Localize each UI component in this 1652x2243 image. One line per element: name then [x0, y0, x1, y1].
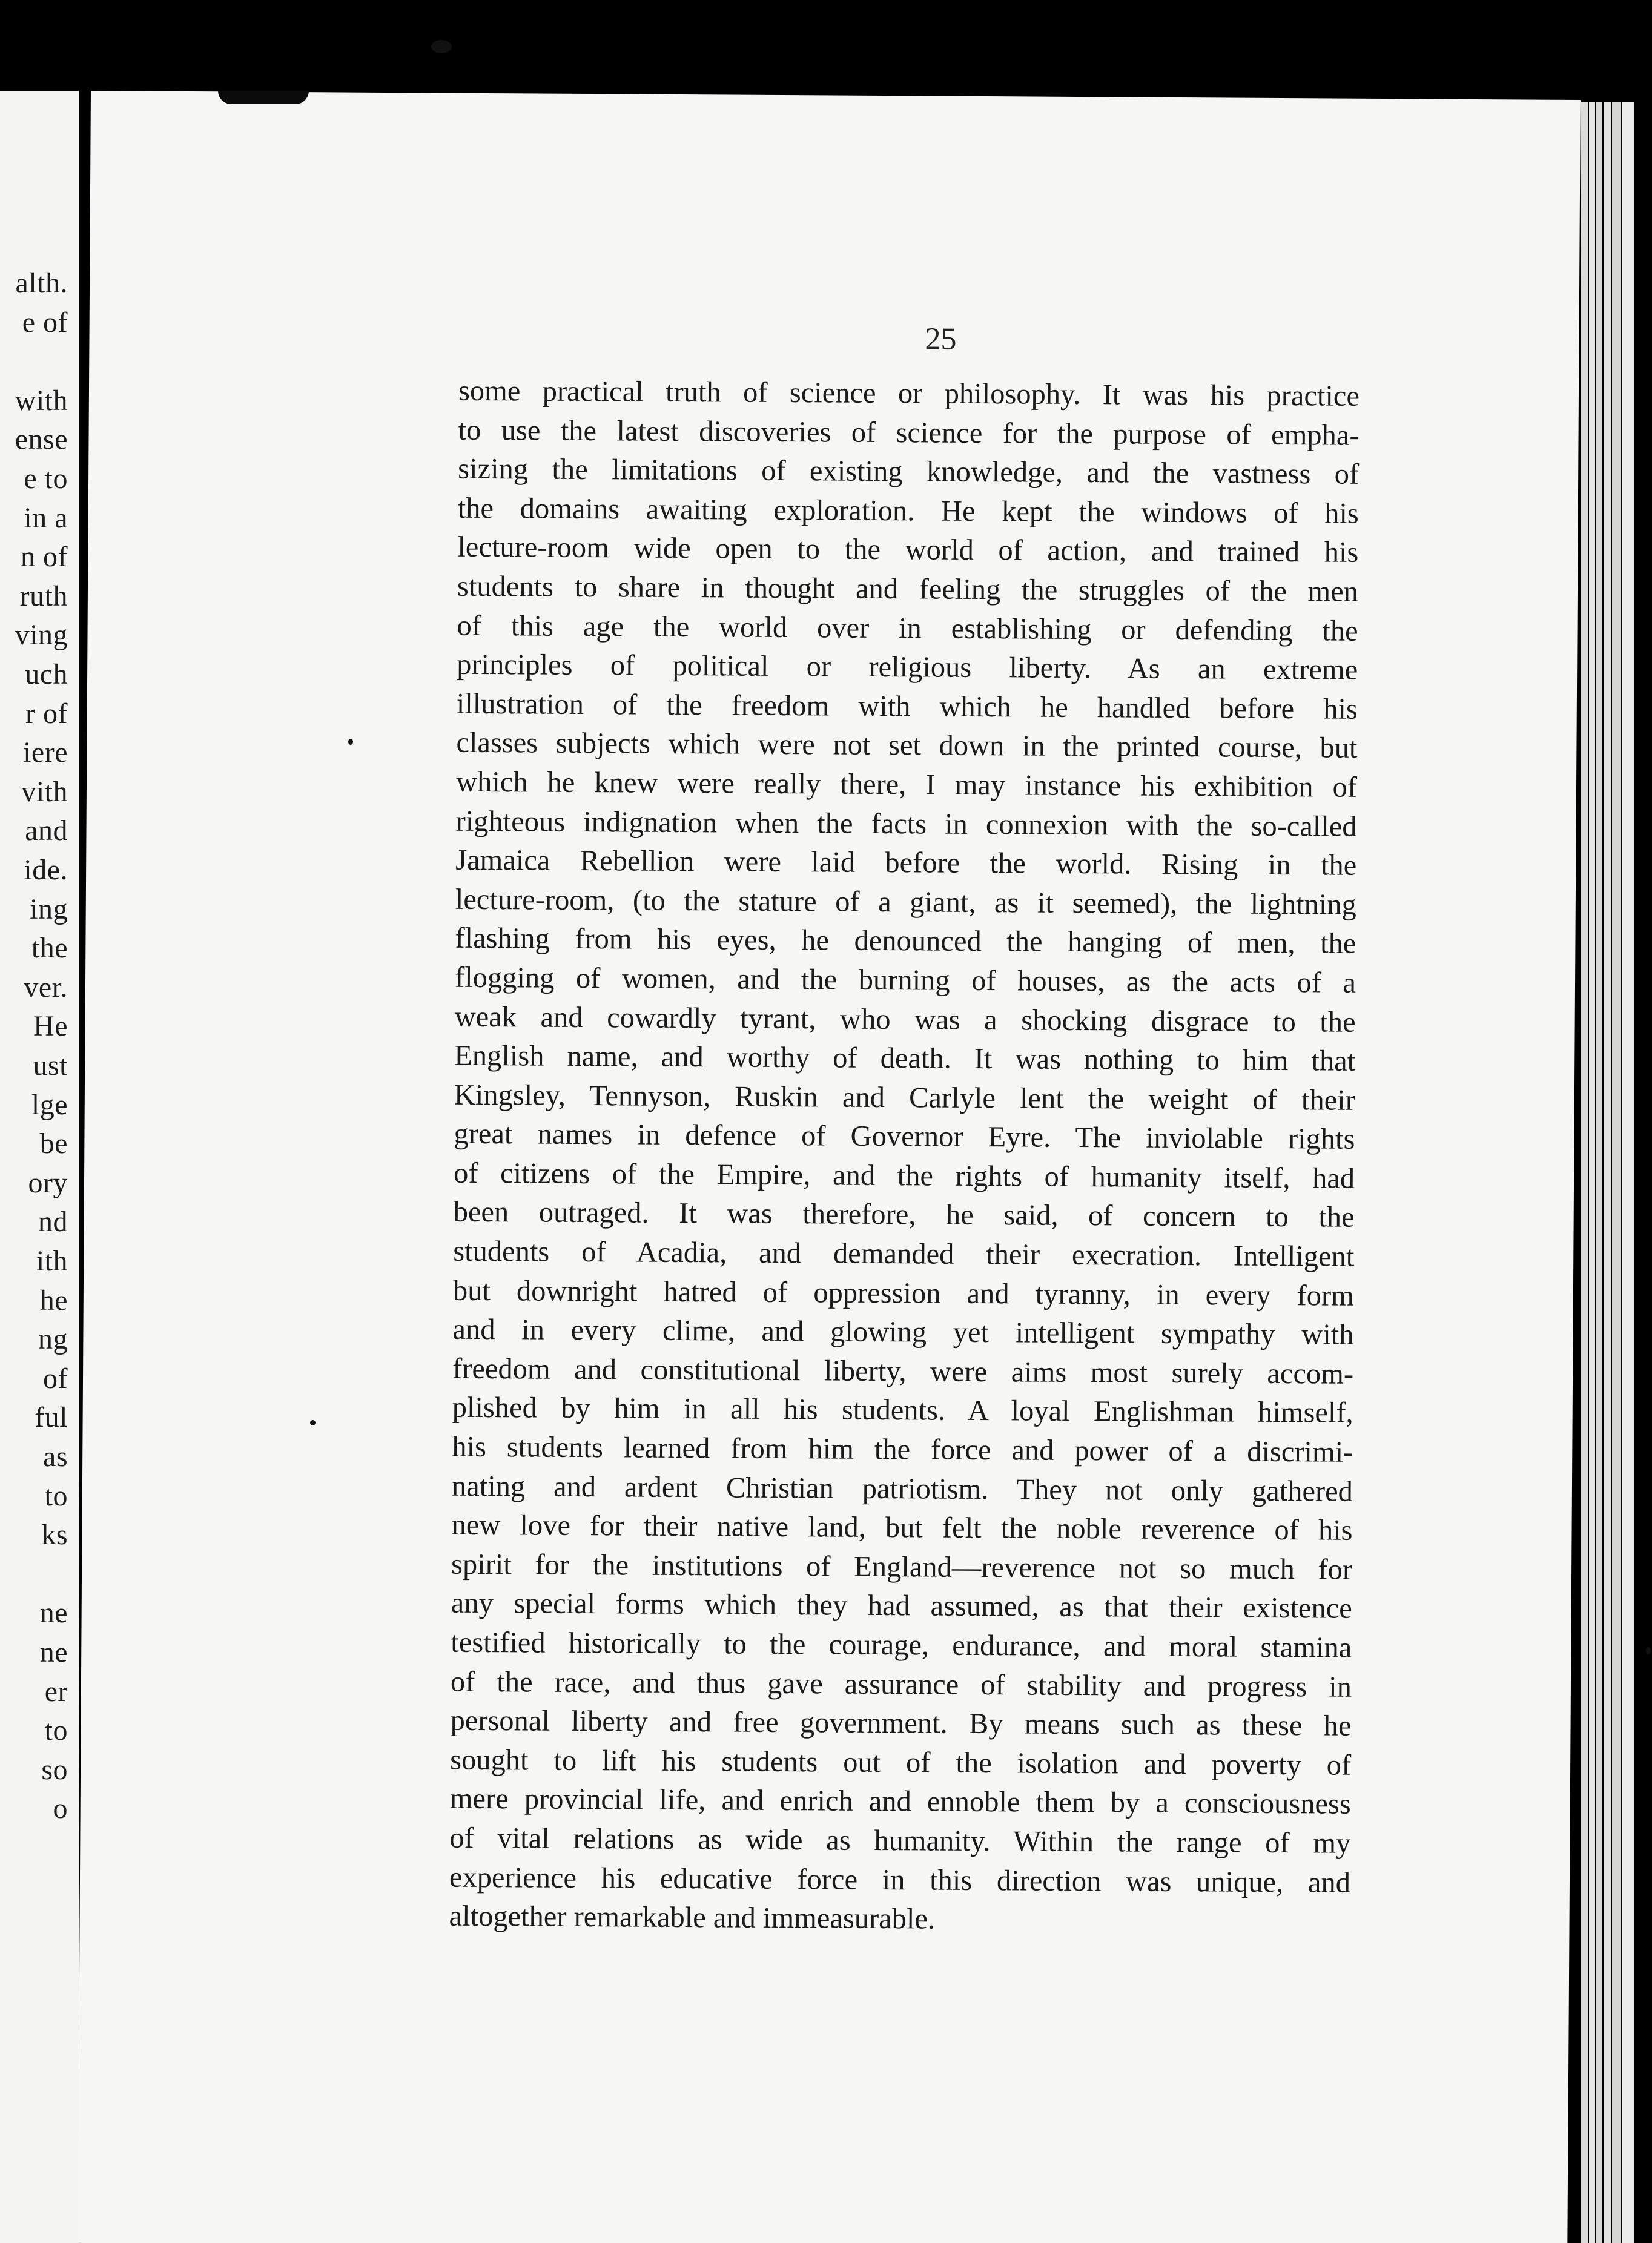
text-line: students to share in thought and feeling the struggles of the men [457, 570, 1359, 608]
facing-page-line: o [53, 1792, 68, 1825]
facing-page-line: vith [21, 775, 68, 808]
text-line: great names in defence of Governor Eyre. The inviolable rights [454, 1117, 1355, 1156]
text-line: been outraged. It was therefore, he said, of concern to the [453, 1196, 1355, 1234]
page-edge [1604, 102, 1611, 2243]
text-line: Kingsley, Tennyson, Ruskin and Carlyle lent the weight of their [454, 1079, 1356, 1117]
page-edge [1581, 102, 1588, 2243]
text-line: any special forms which they had assumed, as that their existence [451, 1587, 1352, 1625]
text-line: the domains awaiting exploration. He kept the windows of his [457, 492, 1359, 530]
facing-page-line: so [41, 1753, 68, 1786]
facing-page-line: to [44, 1479, 68, 1512]
text-line: students of Acadia, and demanded their execration. Intelligent [453, 1235, 1355, 1273]
facing-page-fragment [0, 91, 79, 2243]
facing-page-line: er [44, 1675, 68, 1708]
text-line: freedom and constitutional liberty, were aims most surely accom- [452, 1352, 1354, 1390]
page-edge [1622, 102, 1634, 2243]
facing-page-line: ks [41, 1519, 68, 1551]
page-edge [1596, 102, 1602, 2243]
scan-speck [348, 739, 353, 745]
text-line: and in every clime, and glowing yet intelligent sympathy with [452, 1313, 1354, 1352]
text-line: of citizens of the Empire, and the rights of humanity itself, had [453, 1157, 1355, 1195]
facing-page-line: e to [24, 463, 68, 495]
book-page [78, 91, 1581, 2243]
page-edge [1589, 102, 1595, 2243]
text-line: lecture-room, (to the stature of a giant, as it seemed), the lightning [455, 883, 1356, 921]
text-line: new love for their native land, but felt the noble reverence of his [451, 1508, 1353, 1547]
text-line: sizing the limitations of existing knowledge, and the vastness of [458, 452, 1360, 491]
page-edge [1612, 102, 1621, 2243]
text-line: experience his educative force in this direction was unique, and [449, 1861, 1351, 1899]
facing-page-line: r of [25, 697, 68, 730]
facing-page-line: ful [35, 1401, 68, 1434]
facing-page-line: e of [22, 306, 68, 339]
facing-page-line: the [31, 932, 68, 965]
facing-page-line: ust [33, 1049, 68, 1082]
text-line: principles of political or religious liberty. As an extreme [457, 648, 1358, 686]
text-line: but downright hatred of oppression and tyranny, in every form [452, 1274, 1355, 1312]
text-line: his students learned from him the force and power of a discrimi- [452, 1430, 1353, 1468]
text-line: to use the latest discoveries of science for the purpose of empha- [458, 414, 1360, 452]
text-line: plished by him in all his students. A loyal Englishman himself, [452, 1392, 1353, 1430]
facing-page-line: he [39, 1284, 68, 1316]
text-line: illustration of the freedom with which he handled before his [456, 687, 1358, 725]
text-line: weak and cowardly tyrant, who was a shocking disgrace to the [454, 1000, 1356, 1039]
text-line: testified historically to the courage, endurance, and moral stamina [451, 1626, 1352, 1664]
facing-page-line: uch [25, 658, 68, 690]
text-line: mere provincial life, and enrich and ennoble them by a consciousness [449, 1783, 1351, 1821]
facing-page-line: with [15, 384, 68, 417]
text-line: some practical truth of science or philosophy. It was his practice [458, 374, 1360, 412]
facing-page-line: in a [24, 501, 68, 534]
facing-page-line: ruth [19, 580, 68, 612]
scan-speck [1646, 1647, 1651, 1654]
facing-page-line: ith [36, 1245, 68, 1277]
text-line: flogging of women, and the burning of houses, as the acts of a [454, 961, 1356, 999]
facing-page-line: ne [39, 1636, 68, 1668]
text-line: of this age the world over in establishing or defending the [457, 609, 1358, 647]
facing-page-line: ving [15, 619, 68, 652]
facing-page-line: lge [31, 1088, 68, 1121]
text-line: Jamaica Rebellion were laid before the world. Rising in the [455, 844, 1357, 882]
facing-page-line: ng [38, 1323, 68, 1356]
page-number: 25 [925, 322, 957, 357]
text-line: flashing from his eyes, he denounced the hanging of men, the [455, 922, 1356, 960]
text-line: of vital relations as wide as humanity. Within the range of my [449, 1822, 1351, 1860]
text-line: which he knew were really there, I may instance his exhibition of [455, 765, 1358, 804]
text-line: of the race, and thus gave assurance of stability and progress in [450, 1665, 1352, 1703]
text-line: righteous indignation when the facts in connexion with the so-called [455, 805, 1357, 843]
scan-speck [431, 40, 452, 53]
binding-shadow [218, 91, 309, 104]
facing-page-line: as [43, 1441, 68, 1473]
facing-page-line: ver. [24, 971, 68, 1003]
facing-page-line: ing [30, 893, 68, 925]
text-line: sought to lift his students out of the isolation and poverty of [450, 1743, 1352, 1782]
facing-page-line: nd [38, 1206, 68, 1238]
text-line: English name, and worthy of death. It was nothing to him that [454, 1039, 1356, 1077]
text-line: altogether remarkable and immeasurable. [449, 1900, 936, 1935]
body-text [449, 372, 1360, 1942]
text-line: lecture-room wide open to the world of action, and trained his [457, 531, 1359, 569]
scan-speck [310, 1420, 316, 1425]
facing-page-line: ide. [24, 854, 68, 886]
facing-page-line: of [43, 1362, 68, 1395]
text-line: classes subjects which were not set down in the printed course, but [456, 727, 1358, 765]
facing-page-line: alth. [15, 267, 68, 299]
facing-page-line: ory [28, 1166, 68, 1199]
facing-page-line: He [33, 1010, 68, 1043]
facing-page-line: ne [39, 1597, 68, 1630]
text-line: spirit for the institutions of England—reverence not so much for [451, 1548, 1353, 1586]
text-line: nating and ardent Christian patriotism. They not only gathered [451, 1470, 1353, 1508]
facing-page-line: n of [21, 541, 68, 573]
facing-page-line: to [44, 1714, 68, 1747]
facing-page-line: be [39, 1128, 68, 1160]
text-line: personal liberty and free government. By means such as these he [450, 1704, 1352, 1742]
facing-page-line: and [25, 814, 68, 847]
facing-page-line: iere [23, 736, 68, 769]
facing-page-line: ense [15, 423, 68, 456]
